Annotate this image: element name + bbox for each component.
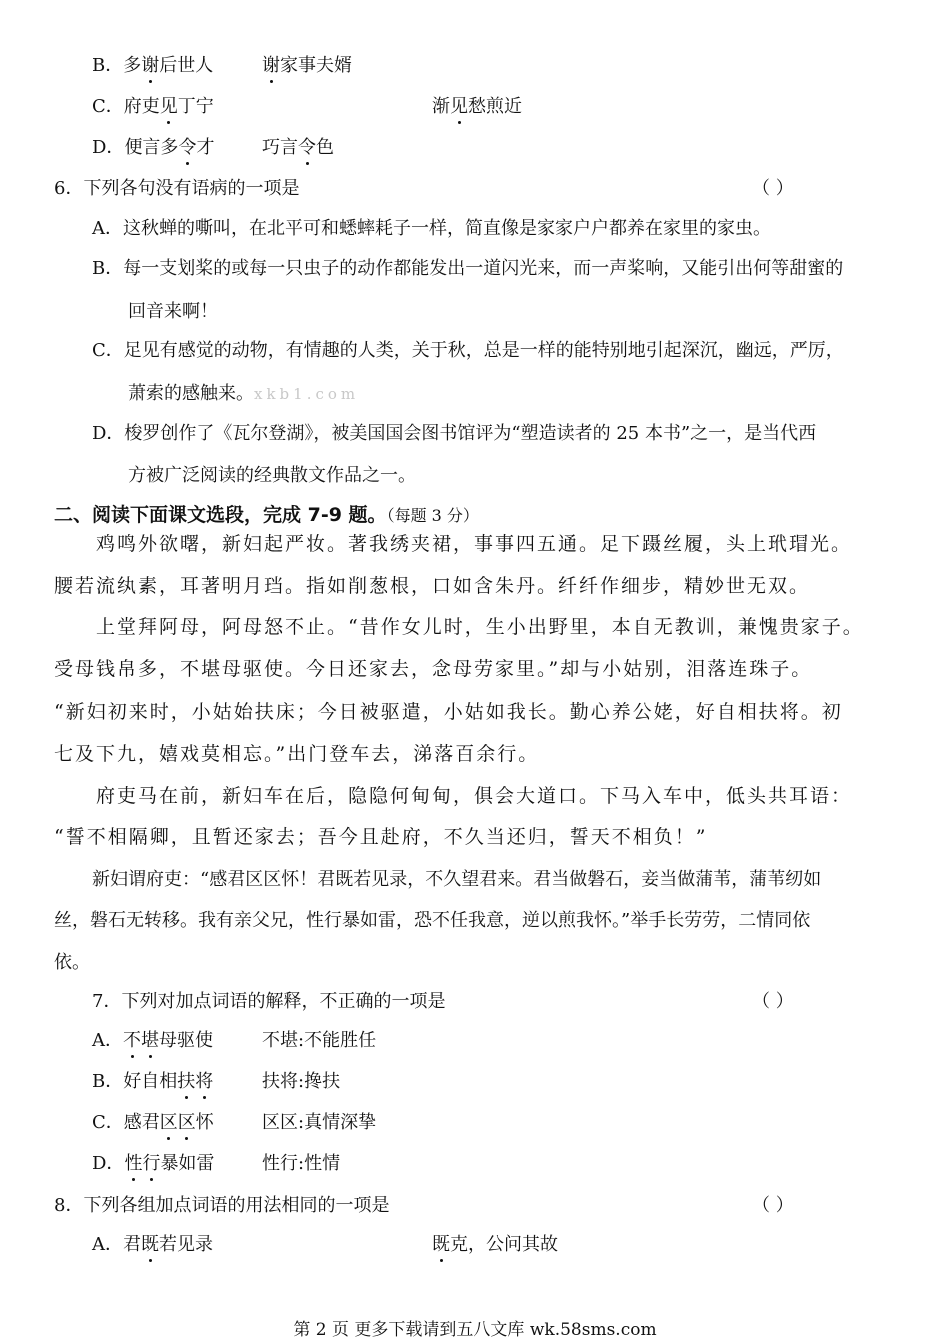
emphasis-char: 令 [298,137,316,158]
q5-option-b-pair: 谢家事夫婿 [262,55,352,76]
page-footer: 第 2 页 更多下载请到五八文库 wk.58sms.com [293,1320,657,1340]
emphasis-char: 见 [450,96,468,117]
q7-option-a: A．不堪母驱使 [92,1030,213,1051]
emphasis-char: 既 [141,1234,159,1255]
answer-blank: （ ） [752,1195,794,1216]
section-heading: 二、阅读下面课文选段，完成 7-9 题。（每题 3 分） [54,504,479,526]
answer-blank: （ ） [752,178,794,199]
emphasis-word [123,1029,159,1053]
emphasis-char: 不 [123,1030,141,1051]
q8-stem: 8．下列各组加点词语的用法相同的一项是 [54,1195,390,1216]
passage-line: 新妇谓府吏：“感君区区怀！君既若见录，不久望君来。君当做磐石，妾当做蒲苇，蒲苇纫如 [92,869,822,890]
emphasis-char: 将 [195,1071,214,1092]
passage-line: 七及下九，嬉戏莫相忘。”出门登车去，涕落百余行。 [54,743,540,765]
q6-option-a: A．这秋蝉的嘶叫，在北平可和蟋蟀耗子一样，简直像是家家户户都养在家里的家虫。 [92,218,771,239]
q5-option-d: D．便言多令才 [92,137,215,158]
emphasis-char: 性 [124,1153,143,1174]
q6-option-c: C．足见有感觉的动物，有情趣的人类，关于秋，总是一样的能特别地引起深沉，幽远，严厉， [92,340,844,361]
emphasis-char: 堪 [141,1030,159,1051]
section-note: （每题 3 分） [386,506,479,525]
emphasis-char: 谢 [262,55,280,76]
q7-option-d-def: 性行:性情 [262,1153,341,1174]
q6-option-b-cont: 回音来啊！ [128,301,218,322]
q6-stem: 6．下列各句没有语病的一项是 [54,178,300,199]
emphasis-char: 谢 [141,55,160,76]
q6-option-d: D．梭罗创作了《瓦尔登湖》，被美国国会图书馆评为“塑造读者的 25 本书”之一，是当代西 [92,423,817,444]
q7-stem: 7．下列对加点词语的解释，不正确的一项是 [92,991,446,1012]
emphasis-word [177,1070,213,1094]
q7-option-c: C．感君区区怀 [92,1112,214,1133]
passage-line: “新妇初来时，小姑始扶床；今日被驱遣，小姑如我长。勤心养公姥，好自相扶将。初 [54,701,843,723]
passage-line: 依。 [54,952,90,973]
emphasis-word [124,1152,160,1176]
q8-option-a-pair: 既克，公问其故 [432,1234,558,1255]
emphasis-char: 行 [142,1153,161,1174]
emphasis-char: 见 [159,96,178,117]
passage-line: 鸡鸣外欲曙，新妇起严妆。著我绣夹裙，事事四五通。足下蹑丝履，头上玳瑁光。 [96,533,853,555]
emphasis-char: 区 [159,1112,178,1133]
passage-line: 上堂拜阿母，阿母怒不止。“昔作女儿时，生小出野里，本自无教训，兼愧贵家子。 [96,616,864,638]
emphasis-char: 令 [178,137,197,158]
q7-option-b: B．好自相扶将 [92,1071,214,1092]
q5-option-c: C．府吏见丁宁 [92,96,214,117]
q6-option-d-cont: 方被广泛阅读的经典散文作品之一。 [128,465,416,486]
passage-line: 府吏马在前，新妇车在后，隐隐何甸甸，俱会大道口。下马入车中，低头共耳语： [96,785,853,807]
passage-line: “誓不相隔卿，且暂还家去；吾今且赴府，不久当还归，誓天不相负！” [54,826,708,848]
emphasis-char: 既 [432,1234,450,1255]
q6-option-c-cont: 萧索的感触来。xkb1.com [128,383,360,404]
emphasis-word [160,1111,196,1135]
q6-option-b: B．每一支划桨的或每一只虫子的动作都能发出一道闪光来，而一声桨响，又能引出何等甜蜜的 [92,258,844,279]
q7-option-a-def: 不堪:不能胜任 [262,1030,377,1051]
q5-option-d-pair: 巧言令色 [262,137,334,158]
answer-blank: （ ） [752,991,794,1012]
q7-option-d: D．性行暴如雷 [92,1153,215,1174]
q5-option-b: B．多谢后世人 [92,55,214,76]
q5-option-c-pair: 渐见愁煎近 [432,96,522,117]
q8-option-a: A．君既若见录 [92,1234,213,1255]
passage-line: 受母钱帛多，不堪母驱使。今日还家去，念母劳家里。”却与小姑别，泪落连珠子。 [54,658,813,680]
passage-line: 丝，磐石无转移。我有亲父兄，性行暴如雷，恐不任我意，逆以煎我怀。”举手长劳劳，二情同依 [54,910,811,931]
passage-line: 腰若流纨素，耳著明月珰。指如削葱根，口如含朱丹。纤纤作细步，精妙世无双。 [54,575,811,597]
emphasis-char: 扶 [177,1071,196,1092]
q7-option-c-def: 区区:真情深挚 [262,1112,377,1133]
q7-option-b-def: 扶将:搀扶 [262,1071,341,1092]
emphasis-char: 区 [177,1112,196,1133]
watermark: xkb1.com [254,385,360,403]
